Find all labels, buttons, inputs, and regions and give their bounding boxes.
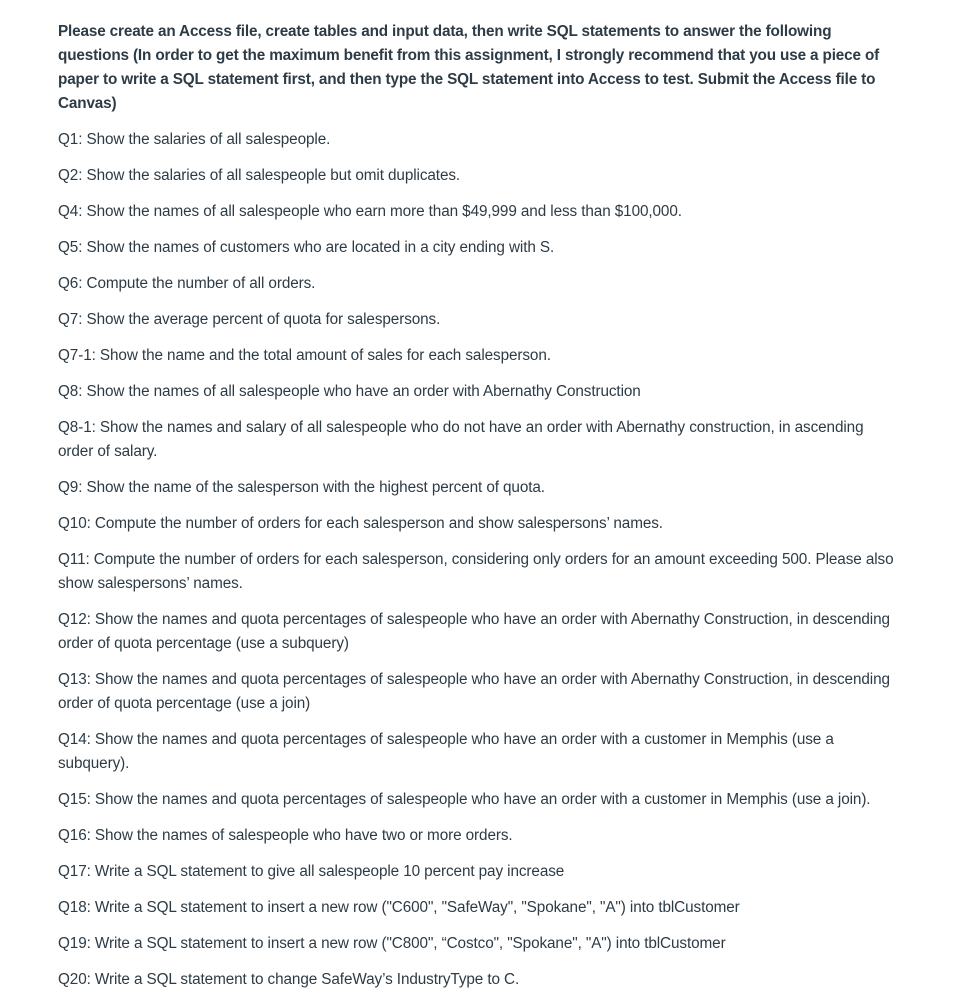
question-q9: Q9: Show the name of the salesperson with the highest percent of quota. xyxy=(58,479,545,496)
question-q2: Q2: Show the salaries of all salespeople but omit duplicates. xyxy=(58,167,461,184)
question-q19: Q19: Write a SQL statement to insert a new row ("C800", “Costco", "Spokane", "A") into tblCustomer xyxy=(58,935,726,952)
question-q11: Q11: Compute the number of orders for each salesperson, considering only orders for an amount exceeding 500. Please also show salespersons’ names. xyxy=(58,551,894,592)
question-q4: Q4: Show the names of all salespeople who earn more than $49,999 and less than $100,000. xyxy=(58,203,682,220)
question-q6: Q6: Compute the number of all orders. xyxy=(58,275,316,292)
question-q18: Q18: Write a SQL statement to insert a new row ("C600", "SafeWay", "Spokane", "A") into tblCustomer xyxy=(58,899,740,916)
question-q8-1: Q8-1: Show the names and salary of all salespeople who do not have an order with Abernathy construction, in ascending order of salary. xyxy=(58,419,864,460)
question-q15: Q15: Show the names and quota percentages of salespeople who have an order with a customer in Memphis (use a join). xyxy=(58,791,871,808)
question-q7: Q7: Show the average percent of quota for salespersons. xyxy=(58,311,441,328)
question-q14: Q14: Show the names and quota percentages of salespeople who have an order with a customer in Memphis (use a subquery). xyxy=(58,731,834,772)
question-q8: Q8: Show the names of all salespeople who have an order with Abernathy Construction xyxy=(58,383,641,400)
question-q20: Q20: Write a SQL statement to change SafeWay’s IndustryType to C. xyxy=(58,971,520,988)
question-q10: Q10: Compute the number of orders for each salesperson and show salespersons’ names. xyxy=(58,515,663,532)
question-q7-1: Q7-1: Show the name and the total amount of sales for each salesperson. xyxy=(58,347,551,364)
question-q1: Q1: Show the salaries of all salespeople. xyxy=(58,131,331,148)
question-q12: Q12: Show the names and quota percentages of salespeople who have an order with Abernathy Construction, in descending order of quota percentage (use a subquery) xyxy=(58,611,890,652)
assignment-content xyxy=(58,20,894,1004)
assignment-instructions: Please create an Access file, create tables and input data, then write SQL statements to answer the following questions (In order to get the maximum benefit from this assignment, I strongly recommend that you use a piece of paper to write a SQL statement first, and then type the SQL statement into Access to test. Submit the Access file to Canvas) xyxy=(58,23,880,112)
question-q16: Q16: Show the names of salespeople who have two or more orders. xyxy=(58,827,513,844)
question-q17: Q17: Write a SQL statement to give all salespeople 10 percent pay increase xyxy=(58,863,565,880)
question-q5: Q5: Show the names of customers who are located in a city ending with S. xyxy=(58,239,555,256)
question-q13: Q13: Show the names and quota percentages of salespeople who have an order with Abernathy Construction, in descending order of quota percentage (use a join) xyxy=(58,671,890,712)
